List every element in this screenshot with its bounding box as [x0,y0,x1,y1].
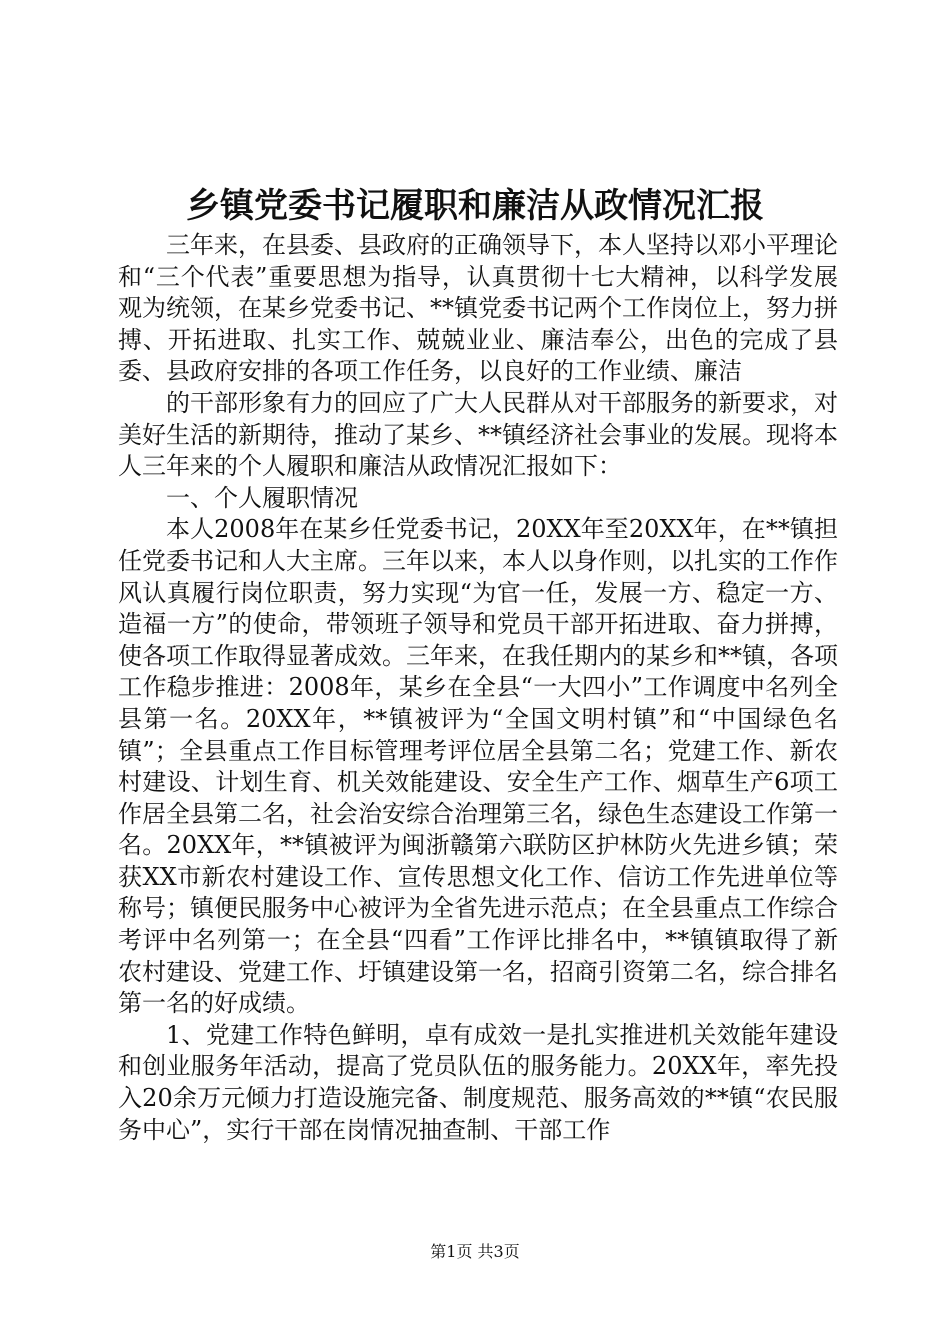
page-footer: 第1页 共3页 [430,1242,520,1261]
paragraph-intro-continued: 的干部形象有力的回应了广大人民群从对干部服务的新要求，对美好生活的新期待，推动了某乡、**镇经济社会事业的发展。现将本人三年来的个人履职和廉洁从政情况汇报如下： [118,388,838,481]
document-title: 乡镇党委书记履职和廉洁从政情况汇报 [186,186,764,226]
paragraph-party-building: 1、党建工作特色鲜明，卓有成效一是扎实推进机关效能年建设和创业服务年活动，提高了党员队伍的服务能力。20XX年，率先投入20余万元倾力打造设施完备、制度规范、服务高效的**镇“农民服务中心”，实行干部在岗情况抽查制、干部工作 [118,1020,838,1144]
paragraph-intro: 三年来，在县委、县政府的正确领导下，本人坚持以邓小平理论和“三个代表”重要思想为指导，认真贯彻十七大精神，以科学发展观为统领，在某乡党委书记、**镇党委书记两个工作岗位上，努力拼搏、开拓进取、扎实工作、兢兢业业、廉洁奉公，出色的完成了县委、县政府安排的各项工作任务，以良好的工作业绩、廉洁 [118,231,838,386]
document-body [118,230,838,1146]
section-heading-personal-duties: 一、个人履职情况 [166,483,358,512]
paragraph-duties-summary: 本人2008年在某乡任党委书记，20XX年至20XX年，在**镇担任党委书记和人大主席。三年以来，本人以身作则，以扎实的工作作风认真履行岗位职责，努力实现“为官一任，发展一方、稳定一方、造福一方”的使命，带领班子领导和党员干部开拓进取、奋力拼搏，使各项工作取得显著成效。三年来，在我任期内的某乡和**镇，各项工作稳步推进：2008年，某乡在全县“一大四小”工作调度中名列全县第一名。20XX年，**镇被评为“全国文明村镇”和“中国绿色名镇”；全县重点工作目标管理考评位居全县第二名；党建工作、新农村建设、计划生育、机关效能建设、安全生产工作、烟草生产6项工作居全县第二名，社会治安综合治理第三名，绿色生态建设工作第一名。20XX年，**镇被评为闽浙赣第六联防区护林防火先进乡镇；荣获XX市新农村建设工作、宣传思想文化工作、信访工作先进单位等称号；镇便民服务中心被评为全省先进示范点；在全县重点工作综合考评中名列第一；在全县“四看”工作评比排名中，**镇镇取得了新农村建设、党建工作、圩镇建设第一名，招商引资第二名，综合排名第一名的好成绩。 [118,515,838,1018]
